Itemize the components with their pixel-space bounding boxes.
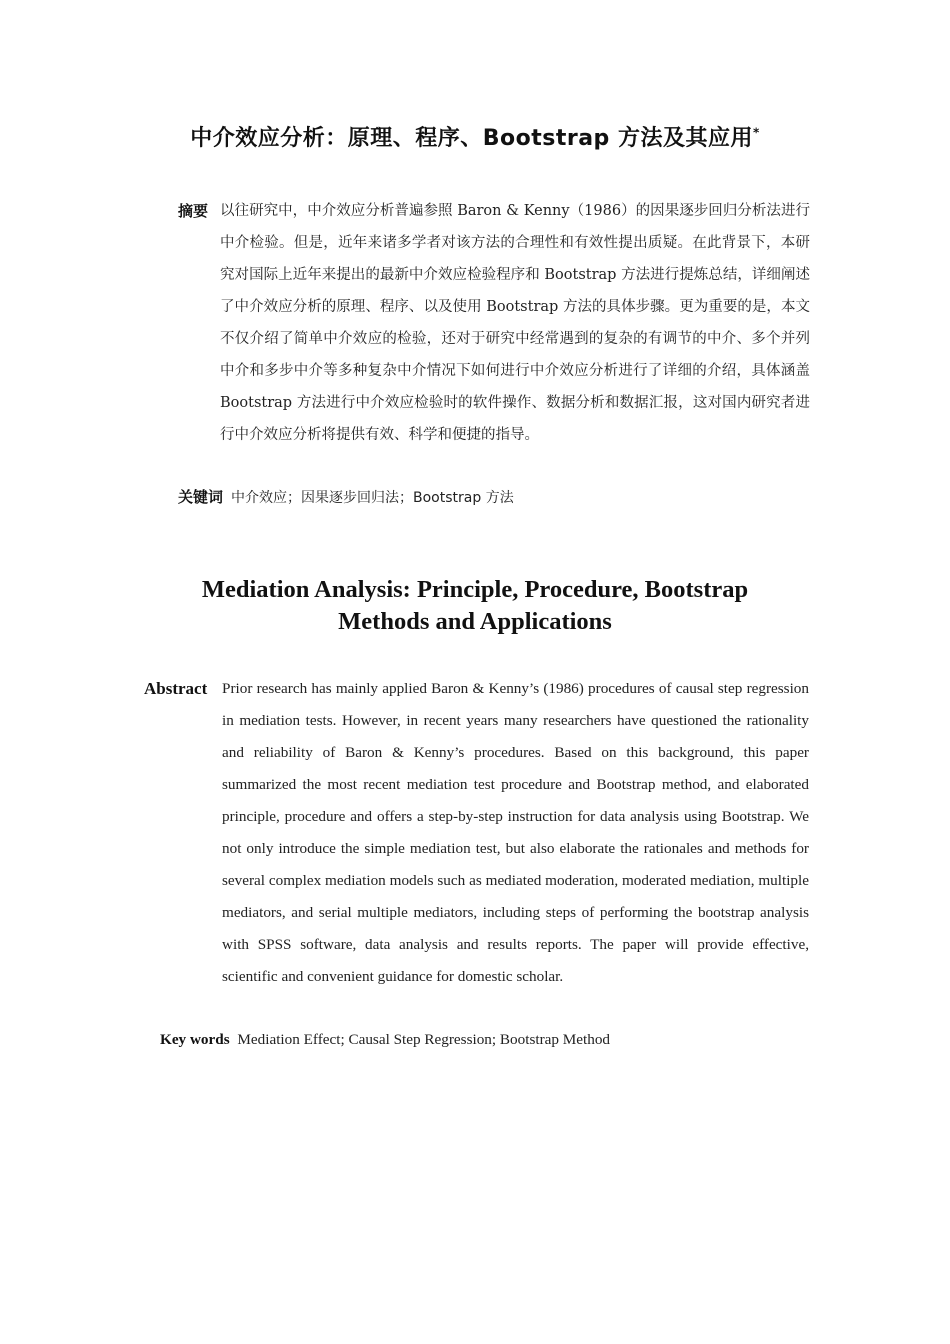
- chinese-abstract-label: 摘要: [178, 202, 209, 220]
- chinese-keywords: [178, 482, 818, 513]
- english-abstract-text: Prior research has mainly applied Baron & Kenny’s (1986) procedures of causal step regression in mediation tests. However, in recent years many researchers have questioned the rationality and reliability of Baron & Kenny’s procedures. Based on this background, this paper summarized the most recent mediation test procedure and Bootstrap method, and elaborated principle, procedure and offers a step-by-step instruction for data analysis using Bootstrap. We not only introduce the simple mediation test, but also elaborate the rationales and methods for several complex mediation models such as mediated moderation, moderated mediation, multiple mediators, and serial multiple mediators, including steps of performing the bootstrap analysis with SPSS software, data analysis and results reports. The paper will provide effective, scientific and convenient guidance for domestic scholar.: [222, 680, 809, 985]
- title-footnote-mark: *: [752, 125, 760, 140]
- chinese-keywords-text: 中介效应；因果逐步回归法；Bootstrap 方法: [231, 490, 514, 506]
- chinese-title: [0, 124, 950, 154]
- chinese-keywords-label: 关键词: [178, 488, 224, 506]
- chinese-abstract-text: 以往研究中，中介效应分析普遍参照 Baron & Kenny（1986）的因果逐步回归分析法进行中介检验。但是，近年来诸多学者对该方法的合理性和有效性提出质疑。在此背景下，本研究对国际上近年来提出的最新中介效应检验程序和 Bootstrap 方法进行提炼总结，详细阐述了中介效应分析的原理、程序、以及使用 Bootstrap 方法的具体步骤。更为重要的是，本文不仅介绍了简单中介效应的检验，还对于研究中经常遇到的复杂的有调节的中介、多个并列中介和多步中介等多种复杂中介情况下如何进行中介效应分析进行了详细的介绍，具体涵盖 Bootstrap 方法进行中介效应检验时的软件操作、数据分析和数据汇报，这对国内研究者进行中介效应分析将提供有效、科学和便捷的指导。: [220, 203, 810, 443]
- english-title-line-2: Methods and Applications: [338, 608, 612, 635]
- english-title-line-1: Mediation Analysis: Principle, Procedure, Bootstrap: [201, 576, 749, 603]
- english-keywords-text: Mediation Effect; Causal Step Regression; Bootstrap Method: [237, 1031, 611, 1048]
- english-abstract-label: Abstract: [144, 679, 208, 698]
- chinese-abstract: [178, 195, 810, 451]
- english-title: [0, 574, 950, 638]
- chinese-title-text: 中介效应分析：原理、程序、Bootstrap 方法及其应用: [190, 126, 753, 151]
- english-keywords-label: Key words: [160, 1031, 230, 1048]
- english-keywords: [160, 1025, 810, 1055]
- english-abstract: [144, 673, 809, 993]
